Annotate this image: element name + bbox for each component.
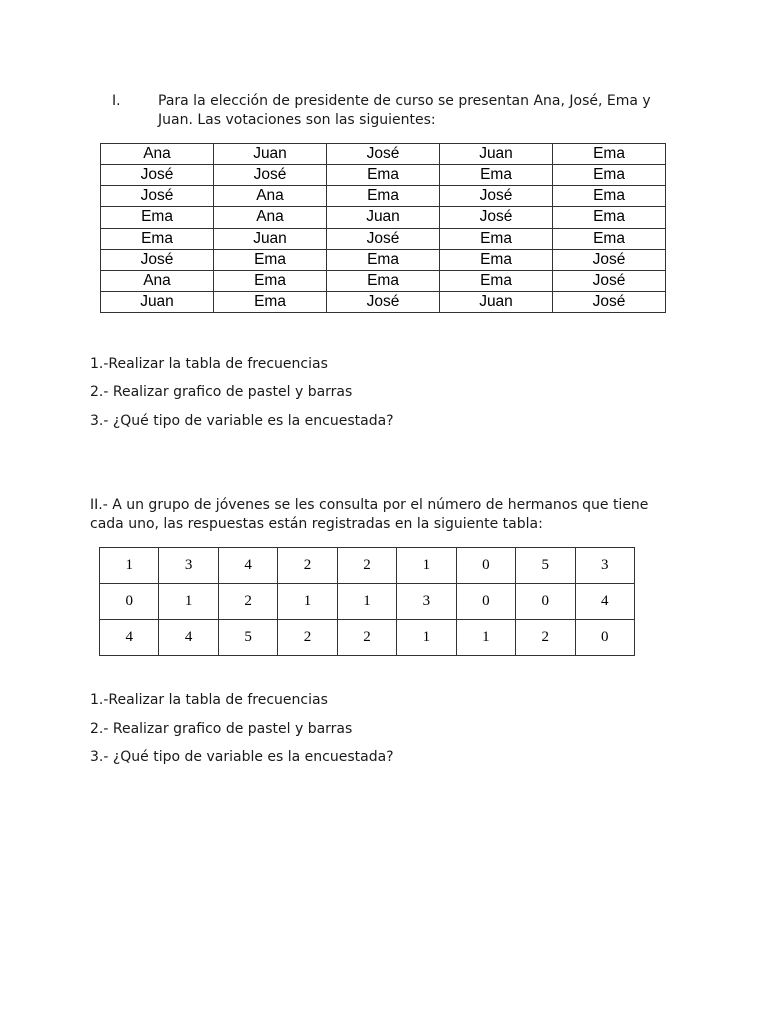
section2-intro-line1: II.- A un grupo de jóvenes se les consulta por el número de hermanos que tiene (90, 497, 649, 513)
table-cell: 1 (456, 620, 515, 656)
table-cell: José (553, 270, 666, 291)
table-row (100, 620, 635, 656)
table-cell: 4 (100, 620, 159, 656)
table-row (100, 584, 635, 620)
table-cell: Ema (214, 291, 327, 312)
siblings-table (99, 547, 635, 656)
section1-intro-line1: Para la elección de presidente de curso se presentan Ana, José, Ema y (158, 93, 651, 109)
table-cell: Juan (440, 144, 553, 165)
table-cell: Ema (101, 207, 214, 228)
table-cell: 4 (218, 548, 277, 584)
votes-table (100, 143, 666, 313)
table-cell: 1 (337, 584, 396, 620)
table-cell: 2 (278, 548, 337, 584)
table-row (101, 165, 666, 186)
table-cell: Ema (553, 228, 666, 249)
table-cell: José (553, 249, 666, 270)
table-cell: 1 (397, 620, 456, 656)
table-cell: 0 (516, 584, 575, 620)
table-row (101, 249, 666, 270)
table-cell: 2 (337, 548, 396, 584)
table-cell: Ema (327, 249, 440, 270)
table-cell: José (214, 165, 327, 186)
table-cell: 4 (575, 584, 635, 620)
table-cell: 0 (456, 584, 515, 620)
section2-intro (90, 496, 655, 534)
table-row (101, 228, 666, 249)
table-cell: Ema (327, 186, 440, 207)
section1-number: I. (112, 93, 121, 109)
table-cell: 1 (100, 548, 159, 584)
table-cell: Ema (214, 249, 327, 270)
table-cell: 2 (278, 620, 337, 656)
section2-question-1: 1.-Realizar la tabla de frecuencias (90, 692, 328, 708)
table-cell: Ema (101, 228, 214, 249)
table-row (101, 144, 666, 165)
table-cell: Ana (214, 186, 327, 207)
table-cell: 1 (159, 584, 218, 620)
table-row (100, 548, 635, 584)
table-cell: Ema (327, 165, 440, 186)
table-cell: 1 (278, 584, 337, 620)
table-cell: Ema (553, 144, 666, 165)
table-cell: Ema (327, 270, 440, 291)
table-cell: 0 (456, 548, 515, 584)
table-cell: José (327, 144, 440, 165)
table-cell: José (440, 207, 553, 228)
section1-intro (158, 92, 658, 130)
table-cell: José (101, 165, 214, 186)
table-cell: Ema (214, 270, 327, 291)
table-cell: Ana (101, 270, 214, 291)
section1-question-3: 3.- ¿Qué tipo de variable es la encuestada? (90, 413, 394, 429)
table-cell: Ana (214, 207, 327, 228)
section1-question-1: 1.-Realizar la tabla de frecuencias (90, 356, 328, 372)
table-cell: 5 (218, 620, 277, 656)
table-cell: 3 (397, 584, 456, 620)
section2-question-2: 2.- Realizar grafico de pastel y barras (90, 721, 353, 737)
table-cell: Ema (440, 228, 553, 249)
table-cell: 1 (397, 548, 456, 584)
table-cell: 3 (159, 548, 218, 584)
table-cell: Juan (214, 228, 327, 249)
table-cell: Juan (101, 291, 214, 312)
section1-intro-line2: Juan. Las votaciones son las siguientes: (158, 112, 436, 128)
table-cell: Ema (553, 165, 666, 186)
table-cell: José (440, 186, 553, 207)
table-cell: José (101, 249, 214, 270)
table-cell: Ema (440, 165, 553, 186)
table-cell: Ema (440, 270, 553, 291)
table-cell: Ema (553, 207, 666, 228)
table-cell: José (553, 291, 666, 312)
section1-question-2: 2.- Realizar grafico de pastel y barras (90, 384, 353, 400)
table-cell: 2 (337, 620, 396, 656)
table-cell: 2 (516, 620, 575, 656)
table-cell: José (101, 186, 214, 207)
table-cell: José (327, 228, 440, 249)
table-cell: Juan (214, 144, 327, 165)
table-cell: Juan (440, 291, 553, 312)
table-cell: 0 (575, 620, 635, 656)
table-cell: 4 (159, 620, 218, 656)
table-cell: Ana (101, 144, 214, 165)
table-cell: Ema (440, 249, 553, 270)
table-cell: José (327, 291, 440, 312)
section2-question-3: 3.- ¿Qué tipo de variable es la encuestada? (90, 749, 394, 765)
table-row (101, 270, 666, 291)
table-row (101, 186, 666, 207)
table-cell: 2 (218, 584, 277, 620)
table-row (101, 207, 666, 228)
section2-intro-line2: cada uno, las respuestas están registradas en la siguiente tabla: (90, 516, 543, 532)
table-cell: 5 (516, 548, 575, 584)
table-cell: Ema (553, 186, 666, 207)
table-row (101, 291, 666, 312)
table-cell: 3 (575, 548, 635, 584)
table-cell: Juan (327, 207, 440, 228)
table-cell: 0 (100, 584, 159, 620)
